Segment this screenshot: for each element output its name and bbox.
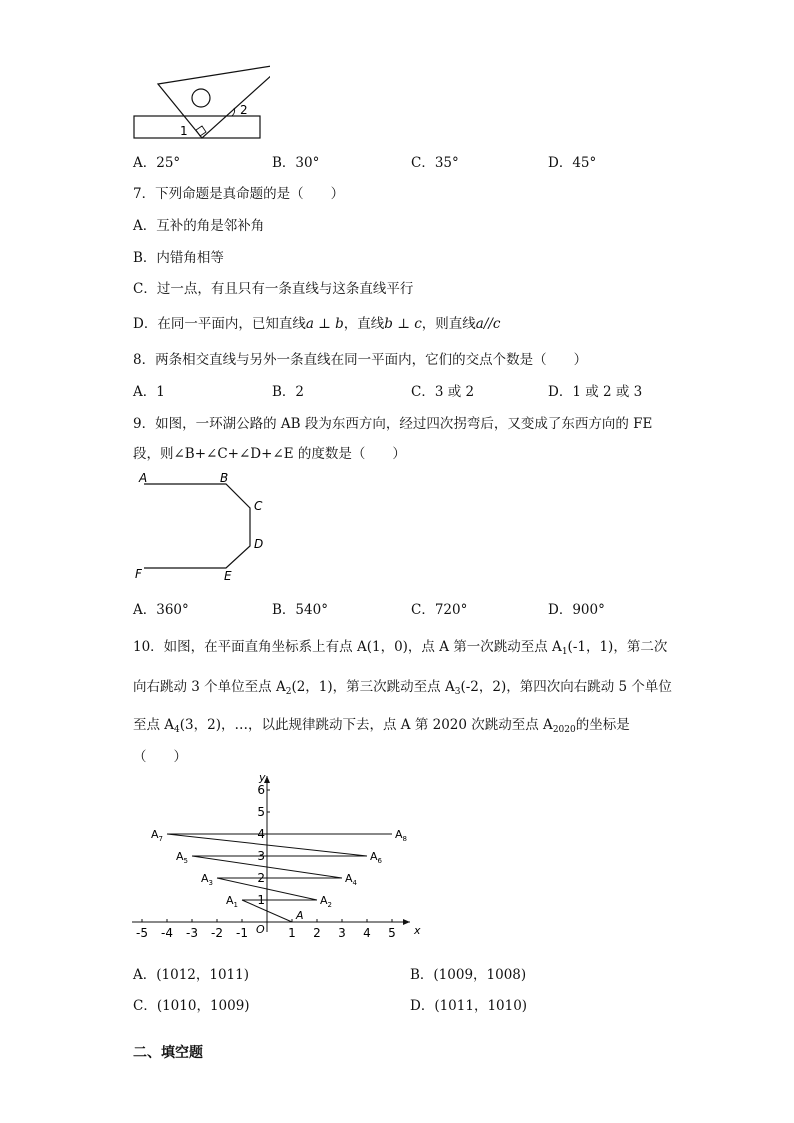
q7-d-expr2: b ⊥ c — [384, 316, 422, 332]
x-tick-label: 3 — [338, 926, 346, 940]
q10-l2-c: (-2，2)，第四次向右跳动 5 个单位 — [460, 679, 672, 695]
q8-option-b[interactable]: B．2 — [272, 384, 305, 400]
q10-l3-a: 至点 A — [133, 717, 175, 733]
y-tick-label: 1 — [257, 893, 265, 907]
straight-ruler — [134, 116, 260, 138]
angle1-label: 1 — [180, 124, 188, 138]
q10-stem-line3 — [133, 713, 630, 735]
q10-l3-b: (3，2)，…，以此规律跳动下去，点 A 第 2020 次跳动至点 A — [179, 717, 553, 733]
q10-coordinate-graph — [130, 770, 430, 942]
q10-l2-a: 向右跳动 3 个单位至点 A — [133, 679, 286, 695]
triangle-hole — [192, 89, 210, 107]
q10-l3-sub2: 2020 — [552, 725, 576, 735]
q9-label-b: B — [220, 471, 229, 485]
q10-option-b[interactable]: B．(1009，1008) — [410, 967, 527, 983]
point-label-a7: $A_7$ — [151, 828, 163, 843]
q10-l2-b: (2，1)，第三次跳动至点 A — [291, 679, 455, 695]
q8-option-c[interactable]: C．3 或 2 — [411, 384, 475, 400]
point-label-a6: $A_6$ — [370, 850, 382, 865]
origin-label: O — [256, 923, 265, 936]
q9-option-b[interactable]: B．540° — [272, 602, 328, 618]
q9-label-a: A — [139, 471, 148, 485]
q10-l3-c: 的坐标是 — [575, 717, 630, 733]
q6-option-c[interactable]: C．35° — [411, 155, 459, 171]
point-a-label: A — [296, 909, 304, 922]
q10-l2-sub2: 3 — [454, 687, 461, 697]
x-tick-label: -3 — [186, 926, 198, 940]
q9-figure — [130, 468, 280, 584]
y-tick-label: 2 — [257, 871, 265, 885]
point-label-a4: $A_4$ — [345, 872, 357, 887]
q6-figure — [130, 60, 270, 144]
q7-d-expr3: a//c — [475, 316, 501, 332]
triangle-ruler — [158, 64, 270, 138]
q10-l1-sub1: 1 — [561, 647, 568, 657]
q6-option-a[interactable]: A．25° — [133, 155, 181, 171]
q10-stem-line1 — [133, 635, 667, 657]
q9-option-c[interactable]: C．720° — [411, 602, 468, 618]
y-tick-label: 3 — [257, 849, 265, 863]
q10-option-c[interactable]: C．(1010，1009) — [133, 998, 250, 1014]
x-tick-label: -2 — [211, 926, 223, 940]
q10-option-d[interactable]: D．(1011，1010) — [410, 998, 528, 1014]
q10-l3-sub1: 4 — [174, 725, 180, 735]
q8-stem: 8．两条相交直线与另外一条直线在同一平面内，它们的交点个数是（ ） — [133, 352, 588, 368]
q7-option-d[interactable] — [133, 312, 501, 332]
right-angle-mark — [196, 126, 206, 136]
x-tick-label: -1 — [236, 926, 248, 940]
q10-l1-a: 10．如图，在平面直角坐标系上有点 A(1，0)，点 A 第一次跳动至点 A — [133, 639, 562, 655]
q9-stem-line1: 9．如图，一环湖公路的 AB 段为东西方向，经过四次拐弯后，又变成了东西方向的 FE — [133, 416, 653, 432]
x-tick-label: -4 — [161, 926, 173, 940]
q7-stem: 7．下列命题是真命题的是（ ） — [133, 186, 345, 202]
section-title-fill-blank: 二、填空题 — [133, 1045, 203, 1061]
x-tick-label: 2 — [313, 926, 321, 940]
point-label-a1: $A_1$ — [226, 894, 238, 909]
y-axis-label: y — [259, 771, 266, 784]
q10-stem-line4: （ ） — [133, 749, 187, 765]
q9-label-f: F — [135, 567, 142, 581]
q8-option-d[interactable]: D．1 或 2 或 3 — [548, 384, 643, 400]
y-tick-label: 6 — [257, 783, 265, 797]
point-label-a3: $A_3$ — [201, 872, 213, 887]
y-tick-label: 4 — [257, 827, 265, 841]
q7-option-a[interactable]: A．互补的角是邻补角 — [133, 218, 265, 234]
point-label-a5: $A_5$ — [176, 850, 188, 865]
point-label-a8: $A_8$ — [395, 828, 407, 843]
x-axis-arrow — [403, 919, 410, 925]
x-tick-label: -5 — [136, 926, 148, 940]
q9-label-d: D — [254, 537, 264, 551]
q6-option-b[interactable]: B．30° — [272, 155, 320, 171]
q10-l2-sub1: 2 — [285, 687, 292, 697]
x-tick-label: 1 — [288, 926, 296, 940]
q10-option-a[interactable]: A．(1012，1011) — [133, 967, 249, 983]
q9-stem-line2: 段，则∠B+∠C+∠D+∠E 的度数是（ ） — [133, 446, 406, 462]
q9-option-d[interactable]: D．900° — [548, 602, 605, 618]
q7-d-mid2: ，则直线 — [421, 316, 476, 332]
q7-d-mid: ，直线 — [343, 316, 385, 332]
x-tick-label: 5 — [388, 926, 396, 940]
q9-road — [144, 484, 250, 568]
q6-option-d[interactable]: D．45° — [548, 155, 597, 171]
y-tick-label: 5 — [257, 805, 265, 819]
q10-stem-line2 — [133, 675, 672, 697]
angle2-label: 2 — [240, 103, 248, 117]
x-axis-label: x — [414, 924, 421, 937]
x-tick-label: 4 — [363, 926, 371, 940]
q9-label-c: C — [254, 499, 263, 513]
q8-option-a[interactable]: A．1 — [133, 384, 165, 400]
point-label-a2: $A_2$ — [320, 894, 332, 909]
q7-option-b[interactable]: B．内错角相等 — [133, 250, 224, 266]
q7-d-prefix: D．在同一平面内，已知直线 — [133, 316, 306, 332]
q9-option-a[interactable]: A．360° — [133, 602, 189, 618]
q7-d-expr1: a ⊥ b — [305, 316, 344, 332]
q10-l1-b: (-1，1)，第二次 — [567, 639, 668, 655]
q9-label-e: E — [224, 569, 232, 583]
q7-option-c[interactable]: C．过一点，有且只有一条直线与这条直线平行 — [133, 281, 414, 297]
